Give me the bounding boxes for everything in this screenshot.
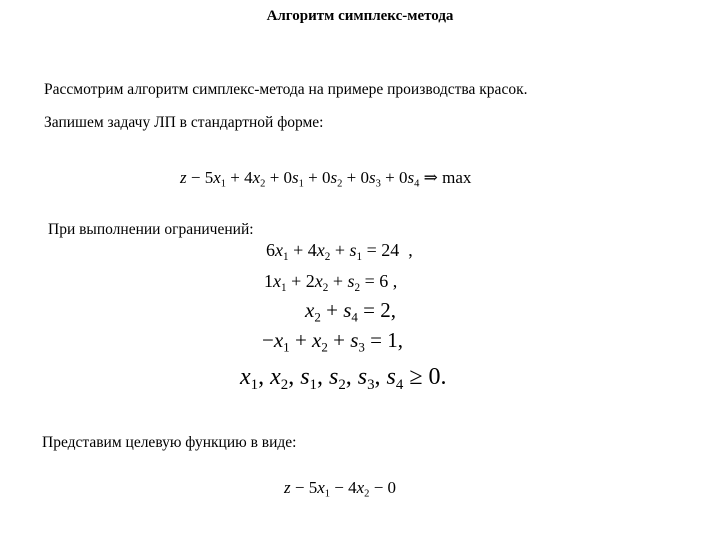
constraint-3-rhs: 2	[380, 298, 391, 322]
nonnegativity-condition: $x_1$, $x_2$, $s_1$, $s_2$, $s_3$, $s_4 \ge 0$.	[240, 364, 447, 394]
page-title: Алгоритм симплекс-метода	[266, 8, 454, 24]
constraints-label: При выполнении ограничений:	[48, 221, 254, 238]
implies-symbol: ⇒	[423, 168, 438, 187]
constraint-2: $1x_1 + 2x_2 + s_2 = 6$ ,	[264, 271, 398, 294]
objective-goal: max	[442, 168, 472, 187]
target-label: Представим целевую функцию в виде:	[42, 434, 297, 451]
constraint-3: $x_2 + s_4 = 2$,	[305, 298, 396, 325]
intro-text: Рассмотрим алгоритм симплекс-метода на примере производства красок.	[44, 81, 528, 98]
constraint-4: $-x_1 + x_2 + s_3 = 1$,	[262, 328, 404, 355]
constraint-2-rhs: 6	[379, 271, 389, 291]
constraint-1-rhs: 24	[381, 240, 400, 260]
constraint-1: $6x_1 + 4x_2 + s_1 = 24$ ,	[266, 240, 413, 263]
objective-function: $z - 5x_1 + 4x_2 + 0s_1 + 0s_2 + 0s_3 + 0s_4$ ⇒ max	[180, 168, 472, 190]
target-equation: $z - 5x_1 - 4x_2 - 0$	[284, 478, 397, 500]
constraint-4-rhs: 1	[387, 328, 398, 352]
standard-form-label: Запишем задачу ЛП в стандартной форме:	[44, 114, 324, 131]
